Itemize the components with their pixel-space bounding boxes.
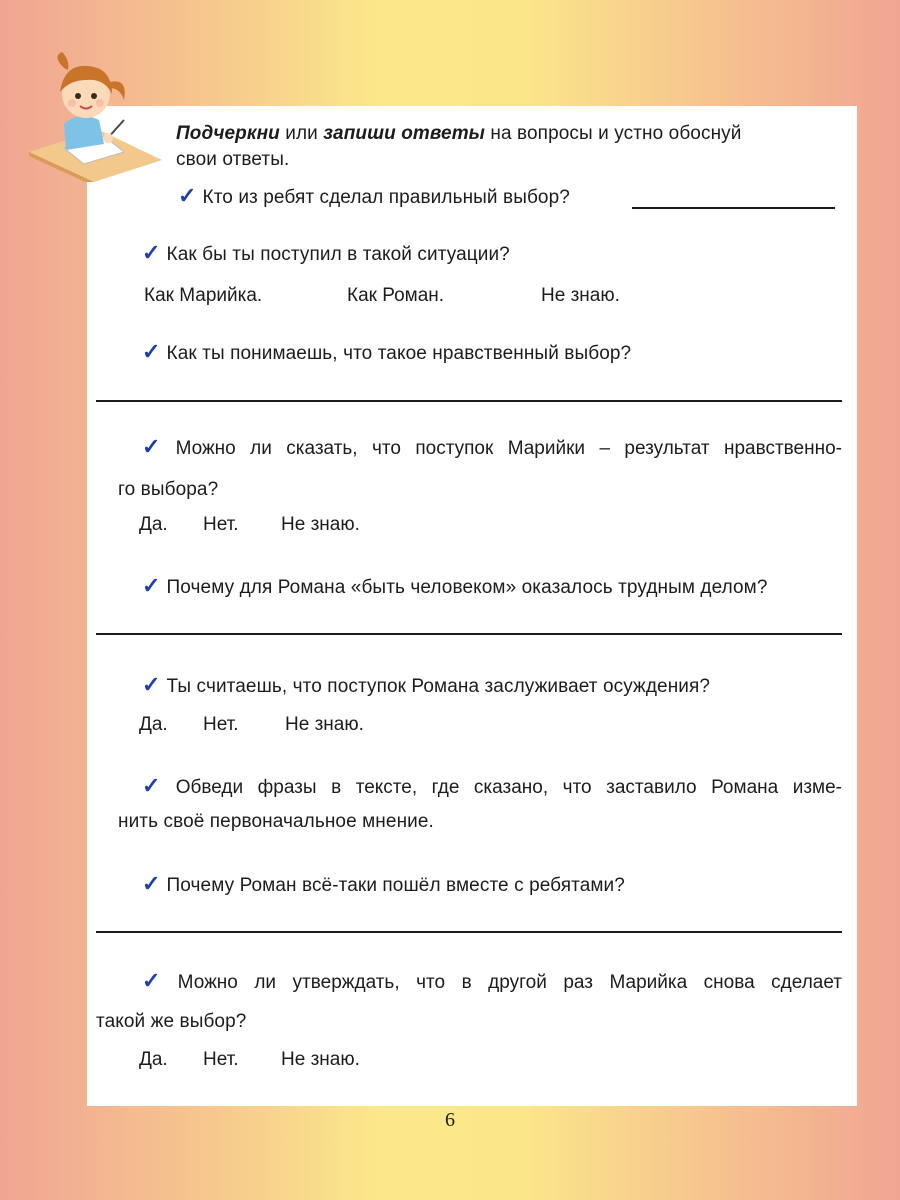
- question-9-text-2: такой же выбор?: [96, 1011, 247, 1032]
- question-4-text-1: Можно ли сказать, что поступок Марийки – результат нравственно-: [175, 438, 842, 459]
- instruction-rest-1: на вопросы и устно обоснуй: [485, 123, 742, 144]
- answer-line-3[interactable]: [96, 400, 842, 402]
- answer-line-5[interactable]: [96, 633, 842, 635]
- question-4-text-2: го выбора?: [118, 479, 219, 500]
- checkmark-icon: ✓: [178, 183, 197, 208]
- instruction-bold-1: Подчеркни: [176, 123, 280, 144]
- option-yes[interactable]: Да.: [139, 1049, 168, 1070]
- checkmark-icon: ✓: [142, 434, 170, 459]
- option-yes[interactable]: Да.: [139, 714, 168, 735]
- question-8-text: Почему Роман всё-таки пошёл вместе с ребятами?: [166, 875, 625, 896]
- question-1: [178, 184, 570, 210]
- option-dont-know[interactable]: Не знаю.: [281, 1049, 360, 1070]
- option-yes[interactable]: Да.: [139, 514, 168, 535]
- checkmark-icon: ✓: [142, 339, 161, 364]
- checkmark-icon: ✓: [142, 871, 161, 896]
- question-7-text-1: Обведи фразы в тексте, где сказано, что заставило Романа изме-: [175, 777, 843, 798]
- answer-line-1[interactable]: [632, 207, 835, 209]
- option-dont-know[interactable]: Не знаю.: [541, 285, 620, 306]
- question-2-text: Как бы ты поступил в такой ситуации?: [166, 244, 510, 265]
- girl-writing-icon: [24, 52, 164, 182]
- instruction-mid: или: [279, 123, 324, 144]
- checkmark-icon: ✓: [142, 573, 161, 598]
- question-3: [142, 340, 631, 366]
- checkmark-icon: ✓: [142, 773, 170, 798]
- question-7-text-2: нить своё первоначальное мнение.: [118, 811, 434, 832]
- page-number: 6: [445, 1109, 455, 1131]
- option-dont-know[interactable]: Не знаю.: [285, 714, 364, 735]
- question-8: [142, 872, 625, 898]
- option-no[interactable]: Нет.: [203, 714, 239, 735]
- question-5-text: Почему для Романа «быть человеком» оказалось трудным делом?: [166, 577, 768, 598]
- instruction-line-2: свои ответы.: [176, 149, 290, 170]
- question-1-text: Кто из ребят сделал правильный выбор?: [202, 187, 570, 208]
- question-9: [142, 962, 842, 1001]
- option-no[interactable]: Нет.: [203, 514, 239, 535]
- question-3-text: Как ты понимаешь, что такое нравственный выбор?: [166, 343, 632, 364]
- question-6: [142, 673, 710, 699]
- question-4: [142, 428, 842, 467]
- checkmark-icon: ✓: [142, 240, 161, 265]
- question-6-text: Ты считаешь, что поступок Романа заслуживает осуждения?: [166, 676, 711, 697]
- question-2: [142, 241, 510, 267]
- option-dont-know[interactable]: Не знаю.: [281, 514, 360, 535]
- question-9-text-1: Можно ли утверждать, что в другой раз Марийка снова сделает: [177, 972, 842, 993]
- checkmark-icon: ✓: [142, 672, 161, 697]
- option-no[interactable]: Нет.: [203, 1049, 239, 1070]
- answer-line-8[interactable]: [96, 931, 842, 933]
- instruction-bold-2: запиши ответы: [323, 123, 486, 144]
- option-like-roman[interactable]: Как Роман.: [347, 285, 445, 306]
- question-7: [142, 767, 842, 806]
- option-like-marika[interactable]: Как Марийка.: [144, 285, 263, 306]
- instruction-line-1: [176, 122, 741, 146]
- checkmark-icon: ✓: [142, 968, 172, 993]
- question-5: [142, 574, 768, 600]
